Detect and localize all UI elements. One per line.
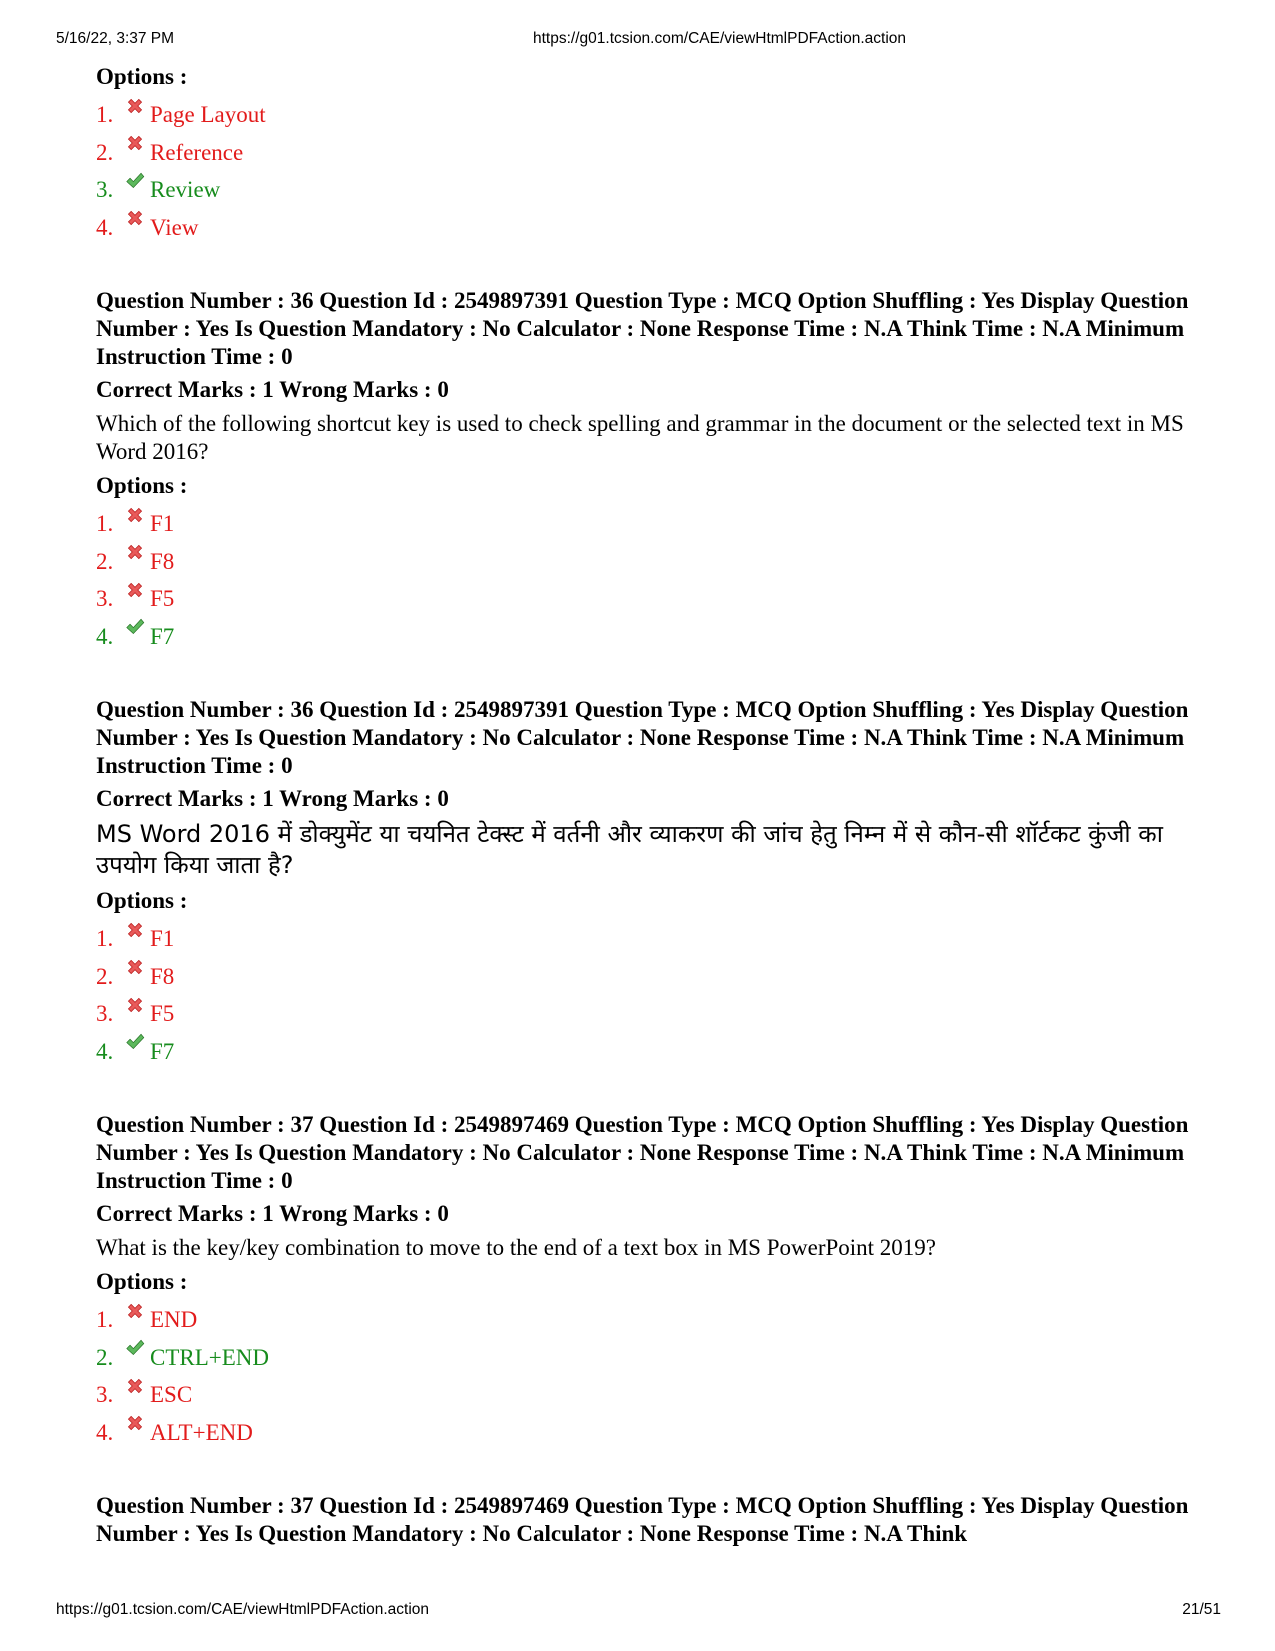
option-text: F1: [150, 926, 175, 951]
question-metadata: Question Number : 36 Question Id : 2549897391 Question Type : MCQ Option Shuffling : Yes Display Question Number : Yes Is Question Mandatory : No Calculator : None Response Time : N.A Think Time : N.A Minimum Instruction Time : 0: [96, 697, 1189, 778]
question-text: Which of the following shortcut key is used to check spelling and grammar in the document or the selected text in MS Word 2016?: [96, 411, 1184, 464]
check-icon: [124, 1031, 150, 1057]
cross-icon: [124, 132, 150, 158]
question-marks: Correct Marks : 1 Wrong Marks : 0: [96, 1201, 449, 1226]
option-number: 2.: [96, 1344, 114, 1370]
option-number: 1.: [96, 926, 114, 951]
option-text: Reference: [150, 139, 244, 165]
option-number: 3.: [96, 586, 114, 611]
question-text: What is the key/key combination to move to the end of a text box in MS PowerPoint 2019?: [96, 1235, 937, 1260]
option-item: [96, 134, 1196, 172]
check-icon: [124, 170, 150, 196]
question-block-37-hi-partial: [96, 1492, 1196, 1548]
option-item: [96, 505, 1196, 543]
option-text: F7: [150, 623, 175, 649]
page-number: 21/51: [1182, 1601, 1221, 1618]
cross-icon: [124, 95, 150, 121]
cross-icon: [124, 207, 150, 233]
cross-icon: [124, 504, 150, 530]
option-text: CTRL+END: [150, 1344, 270, 1370]
option-item: [96, 995, 1196, 1033]
options-list: [96, 920, 1196, 1070]
check-icon: [124, 616, 150, 642]
option-number: 2.: [96, 963, 114, 989]
option-text: END: [150, 1307, 198, 1332]
option-item: [96, 580, 1196, 618]
option-number: 4.: [96, 1419, 114, 1445]
cross-icon: [124, 541, 150, 567]
option-item: [96, 1339, 1196, 1377]
check-icon: [124, 1337, 150, 1363]
question-metadata: Question Number : 37 Question Id : 2549897469 Question Type : MCQ Option Shuffling : Yes Display Question Number : Yes Is Question Mandatory : No Calculator : None Response Time : N.A Think Time : N.A Minimum Instruction Time : 0: [96, 1112, 1189, 1193]
options-list: [96, 505, 1196, 655]
print-footer-url: https://g01.tcsion.com/CAE/viewHtmlPDFAction.action: [56, 1601, 430, 1618]
cross-icon: [124, 994, 150, 1020]
option-number: 1.: [96, 102, 114, 127]
print-header-url: https://g01.tcsion.com/CAE/viewHtmlPDFAction.action: [533, 30, 907, 47]
question-metadata: Question Number : 37 Question Id : 2549897469 Question Type : MCQ Option Shuffling : Yes Display Question Number : Yes Is Question Mandatory : No Calculator : None Response Time : N.A Think: [96, 1493, 1189, 1546]
option-item: [96, 171, 1196, 209]
cross-icon: [124, 579, 150, 605]
question-marks: Correct Marks : 1 Wrong Marks : 0: [96, 786, 449, 811]
option-text: F8: [150, 963, 175, 989]
cross-icon: [124, 1412, 150, 1438]
option-item: [96, 1301, 1196, 1339]
option-item: [96, 543, 1196, 581]
options-label: Options :: [96, 64, 188, 89]
option-text: F5: [150, 1001, 175, 1026]
question-metadata: Question Number : 36 Question Id : 2549897391 Question Type : MCQ Option Shuffling : Yes Display Question Number : Yes Is Question Mandatory : No Calculator : None Response Time : N.A Think Time : N.A Minimum Instruction Time : 0: [96, 288, 1189, 369]
options-label: Options :: [96, 473, 188, 498]
print-datetime: 5/16/22, 3:37 PM: [56, 30, 175, 47]
option-number: 4.: [96, 623, 114, 649]
question-block-36-hi: [96, 696, 1196, 1070]
option-number: 3.: [96, 177, 114, 202]
option-number: 4.: [96, 214, 114, 240]
option-number: 2.: [96, 139, 114, 165]
cross-icon: [124, 1300, 150, 1326]
option-text: View: [150, 214, 199, 240]
option-text: ALT+END: [150, 1419, 253, 1445]
option-item: [96, 96, 1196, 134]
question-paper-content: [96, 62, 1196, 1548]
options-label: Options :: [96, 888, 188, 913]
option-item: [96, 209, 1196, 247]
option-number: 4.: [96, 1038, 114, 1064]
options-list: [96, 96, 1196, 246]
option-text: Review: [150, 177, 221, 202]
cross-icon: [124, 956, 150, 982]
option-item: [96, 1033, 1196, 1071]
option-number: 3.: [96, 1382, 114, 1407]
option-number: 2.: [96, 548, 114, 574]
option-item: [96, 1414, 1196, 1452]
option-item: [96, 920, 1196, 958]
question-block-35-options: [96, 62, 1196, 246]
option-number: 1.: [96, 511, 114, 536]
option-item: [96, 618, 1196, 656]
options-list: [96, 1301, 1196, 1451]
option-text: F1: [150, 511, 175, 536]
option-number: 1.: [96, 1307, 114, 1332]
cross-icon: [124, 919, 150, 945]
question-block-37-en: [96, 1111, 1196, 1451]
cross-icon: [124, 1375, 150, 1401]
question-text: MS Word 2016 में डोक्युमेंट या चयनित टेक्स्ट में वर्तनी और व्याकरण की जांच हेतु निम्न में से कौन-सी शॉर्टकट कुंजी का उपयोग किया जाता है?: [96, 820, 1163, 879]
option-text: Page Layout: [150, 102, 266, 127]
option-text: F7: [150, 1038, 175, 1064]
options-label: Options :: [96, 1269, 188, 1294]
question-marks: Correct Marks : 1 Wrong Marks : 0: [96, 377, 449, 402]
option-text: ESC: [150, 1382, 193, 1407]
option-text: F8: [150, 548, 175, 574]
option-item: [96, 1376, 1196, 1414]
question-block-36-en: [96, 287, 1196, 655]
option-item: [96, 958, 1196, 996]
option-number: 3.: [96, 1001, 114, 1026]
option-text: F5: [150, 586, 175, 611]
